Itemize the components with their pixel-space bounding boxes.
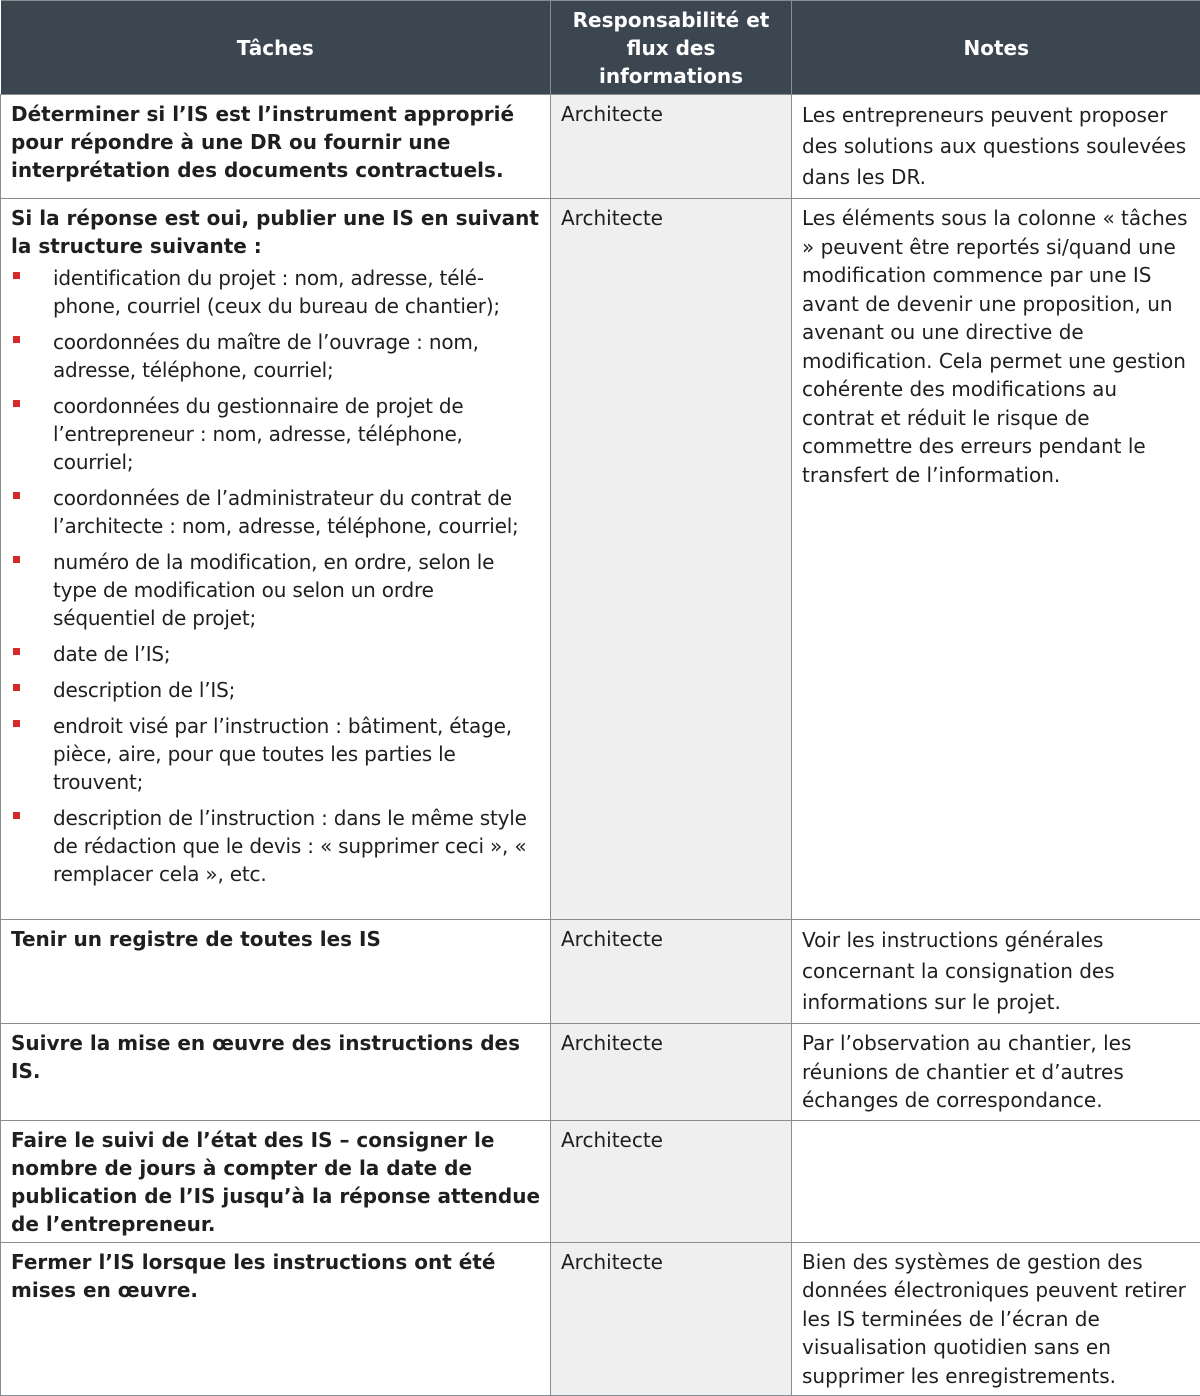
list-item-text: endroit visé par l’instruction : bâtiment, étage, pièce, aire, pour que toutes les parties le trouvent; [53,714,512,794]
notes-cell: Par l’observation au chantier, les réunions de chantier et d’autres échanges de correspondance. [792,1024,1200,1121]
task-text: Si la réponse est oui, publier une IS en suivant la structure suivante : [11,204,540,260]
list-item [11,548,540,632]
task-cell [1,1242,551,1396]
list-item [11,712,540,796]
square-bullet-icon [13,648,20,655]
task-text: Faire le suivi de l’état des IS – consigner le nombre de jours à compter de la date de publication de l’IS jusqu’à la réponse attendue de l’entrepreneur. [11,1126,540,1238]
list-item-text: coordonnées du gestionnaire de projet de l’entrepreneur : nom, adresse, téléphone, courriel; [53,394,464,474]
notes-cell: Les éléments sous la colonne « tâches » peuvent être reportés si/quand une modification commence par une IS avant de devenir une proposition, un avenant ou une directive de modification. Cela permet une gestion cohérente des modifications au contrat et réduit le risque de commettre des erreurs pendant le transfert de l’information. [792,199,1200,920]
task-cell [1,199,551,920]
header-row [1,1,1200,95]
square-bullet-icon [13,336,20,343]
structure-list [11,264,540,888]
task-text: Déterminer si l’IS est l’instrument approprié pour répondre à une DR ou fournir une interprétation des documents contractuels. [11,100,540,184]
responsibility-cell: Architecte [551,95,792,199]
task-cell [1,95,551,199]
responsibility-cell: Architecte [551,1242,792,1396]
table-row [1,1024,1200,1121]
list-item [11,676,540,704]
list-item [11,484,540,540]
responsibility-cell: Architecte [551,199,792,920]
table-row [1,95,1200,199]
list-item-text: date de l’IS; [53,642,170,666]
table-row [1,920,1200,1024]
header-responsibility: Responsabilité et flux des informations [551,1,792,95]
responsibility-cell: Architecte [551,1024,792,1121]
header-tasks: Tâches [1,1,551,95]
square-bullet-icon [13,272,20,279]
square-bullet-icon [13,400,20,407]
list-item-text: identification du projet : nom, adresse, télé-phone, courriel (ceux du bureau de chantier); [53,266,500,318]
task-text: Suivre la mise en œuvre des instructions des IS. [11,1029,540,1085]
square-bullet-icon [13,556,20,563]
table-row [1,1242,1200,1396]
list-item [11,264,540,320]
notes-cell: Bien des systèmes de gestion des données électroniques peuvent retirer les IS terminées de l’écran de visualisation quotidien sans en supprimer les enregistrements. [792,1242,1200,1396]
responsibility-cell: Architecte [551,920,792,1024]
task-text: Fermer l’IS lorsque les instructions ont été mises en œuvre. [11,1248,540,1304]
square-bullet-icon [13,684,20,691]
table-row [1,199,1200,920]
header-notes: Notes [792,1,1200,95]
list-item [11,804,540,888]
notes-cell: Voir les instructions générales concernant la consignation des informations sur le projet. [792,920,1200,1024]
responsibility-cell: Architecte [551,1120,792,1242]
task-cell [1,1120,551,1242]
task-cell [1,920,551,1024]
list-item [11,328,540,384]
list-item-text: numéro de la modification, en ordre, selon le type de modification ou selon un ordre séquentiel de projet; [53,550,494,630]
notes-cell [792,1120,1200,1242]
task-cell [1,1024,551,1121]
square-bullet-icon [13,720,20,727]
table-row [1,1120,1200,1242]
square-bullet-icon [13,812,20,819]
task-text: Tenir un registre de toutes les IS [11,925,540,953]
table-body [1,95,1200,1396]
list-item-text: coordonnées du maître de l’ouvrage : nom, adresse, téléphone, courriel; [53,330,479,382]
list-item-text: coordonnées de l’administrateur du contrat de l’architecte : nom, adresse, téléphone, courriel; [53,486,519,538]
notes-cell: Les entrepreneurs peuvent proposer des solutions aux questions soulevées dans les DR. [792,95,1200,199]
list-item-text: description de l’IS; [53,678,235,702]
list-item [11,392,540,476]
square-bullet-icon [13,492,20,499]
table-header [1,1,1200,95]
list-item-text: description de l’instruction : dans le même style de rédaction que le devis : « supprimer ceci », « remplacer cela », etc. [53,806,527,886]
list-item [11,640,540,668]
